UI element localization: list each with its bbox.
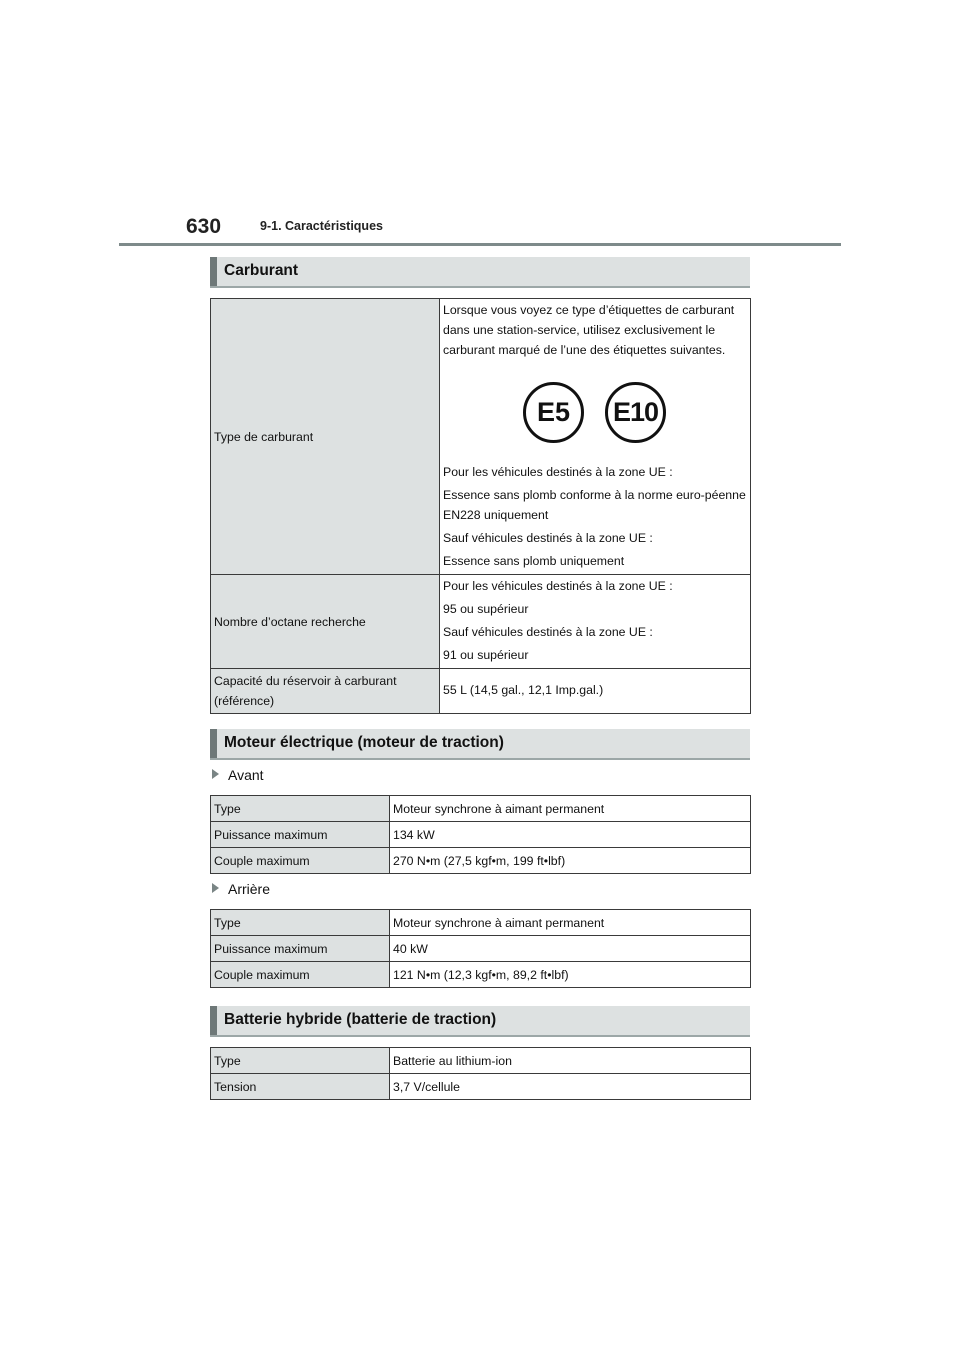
section-title: Moteur électrique (moteur de traction) [224,734,504,751]
fuel-line: Essence sans plomb uniquement [443,554,625,568]
fuel-label-icons [443,374,747,452]
row-label: Type [211,796,390,822]
section-title: Batterie hybride (batterie de traction) [224,1011,497,1028]
octane-line: Sauf véhicules destinés à la zone UE : [443,625,653,639]
table-row [211,962,751,988]
row-label: Puissance maximum [211,936,390,962]
section-marker [210,257,217,286]
page-number: 630 [186,215,222,238]
table-row [211,575,751,669]
section-title: Carburant [224,262,299,279]
subheading-label: Arrière [228,881,271,897]
row-value: Moteur synchrone à aimant permanent [390,796,751,822]
motor-rear-table [210,909,751,988]
table-row [211,1048,751,1074]
table-row [211,822,751,848]
subheading-rear [212,881,270,897]
subheading-front [212,767,264,783]
fuel-line: Essence sans plomb conforme à la norme euro-péenne EN228 uniquement [443,488,746,522]
section-header-battery [210,1006,750,1037]
table-row [211,796,751,822]
row-value: Moteur synchrone à aimant permanent [390,910,751,936]
fuel-line: Pour les véhicules destinés à la zone UE : [443,465,673,479]
section-marker [210,729,217,758]
octane-line: 95 ou supérieur [443,602,529,616]
triangle-bullet-icon [212,883,219,893]
battery-table [210,1047,751,1100]
octane-line: Pour les véhicules destinés à la zone UE : [443,579,673,593]
row-label-fuel-type: Type de carburant [211,299,440,575]
row-label-octane: Nombre d’octane recherche [211,575,440,669]
row-label: Type [211,1048,390,1074]
table-row [211,936,751,962]
row-value: Batterie au lithium-ion [390,1048,751,1074]
row-label-tank-capacity: Capacité du réservoir à carburant (référence) [211,669,440,714]
row-value-fuel-type [440,299,751,575]
table-row [211,299,751,575]
row-value: 134 kW [390,822,751,848]
fuel-line: Sauf véhicules destinés à la zone UE : [443,531,653,545]
row-value-octane [440,575,751,669]
subheading-label: Avant [228,767,264,783]
triangle-bullet-icon [212,769,219,779]
section-header-fuel [210,257,750,288]
e10-label-icon: E10 [605,382,666,443]
row-label: Tension [211,1074,390,1100]
e5-label-icon: E5 [523,382,584,443]
motor-front-table [210,795,751,874]
row-value: 121 N•m (12,3 kgf•m, 89,2 ft•lbf) [390,962,751,988]
row-value-tank-capacity: 55 L (14,5 gal., 12,1 Imp.gal.) [440,669,751,714]
table-row [211,669,751,714]
row-value: 270 N•m (27,5 kgf•m, 199 ft•lbf) [390,848,751,874]
table-row [211,1074,751,1100]
row-value: 40 kW [390,936,751,962]
chapter-title: 9-1. Caractéristiques [260,219,383,233]
table-row [211,910,751,936]
row-label: Puissance maximum [211,822,390,848]
section-marker [210,1006,217,1035]
row-label: Type [211,910,390,936]
section-header-motor [210,729,750,760]
row-value: 3,7 V/cellule [390,1074,751,1100]
fuel-table [210,298,751,714]
row-label: Couple maximum [211,962,390,988]
fuel-intro-text: Lorsque vous voyez ce type d’étiquettes de carburant dans une station-service, utilisez exclusivement le carburant marqué de l’une des étiquettes suivantes. [443,303,735,357]
octane-line: 91 ou supérieur [443,648,529,662]
row-label: Couple maximum [211,848,390,874]
table-row [211,848,751,874]
header-divider [119,243,841,246]
